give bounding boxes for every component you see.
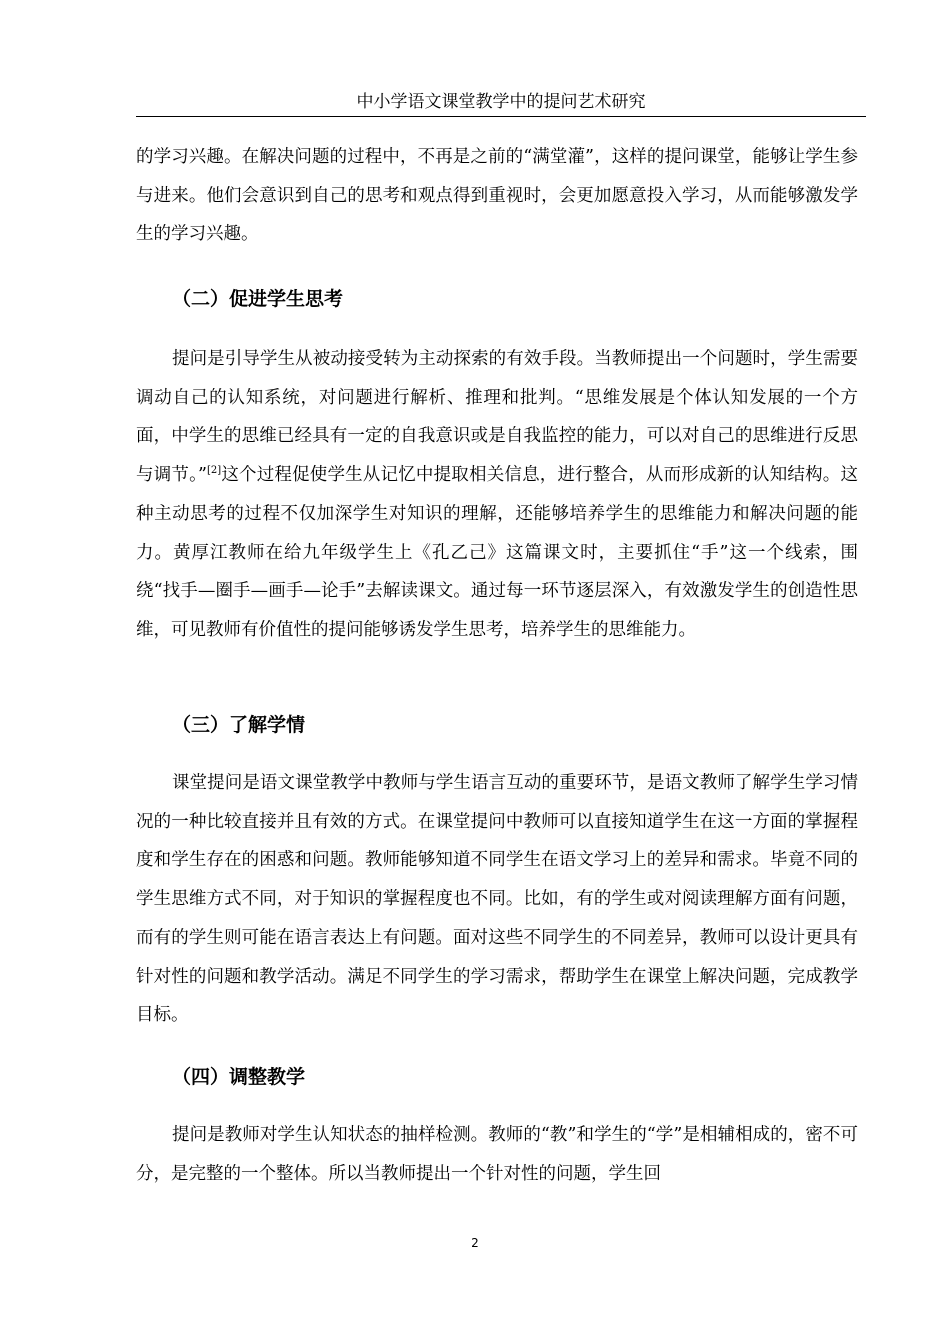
paragraph-thinking-text-2: 这个过程促使学生从记忆中提取相关信息，进行整合，从而形成新的认知结构。这种主动思考的过程不仅加深学生对知识的理解，还能够培养学生的思维能力和解决问题的能力。黄厚江教师在给九年级学生上《孔乙己》这篇课文时，主要抓住“手”这一个线索，围绕“找手—圈手—画手—论手”去解读课文。通过每一环节逐层深入，有效激发学生的创造性思维，可见教师有价值性的提问能够诱发学生思考，培养学生的思维能力。: [136, 465, 859, 640]
paragraph-thinking: [136, 340, 858, 650]
page-number: 2: [471, 1236, 479, 1250]
section-heading-4: （四）调整教学: [172, 1066, 306, 1088]
running-header: 中小学语文课堂教学中的提问艺术研究: [136, 88, 866, 117]
paragraph-continued: 的学习兴趣。在解决问题的过程中，不再是之前的“满堂灌”，这样的提问课堂，能够让学生参与进来。他们会意识到自己的思考和观点得到重视时，会更加愿意投入学习，从而能够激发学生的学习兴趣。: [136, 147, 858, 245]
paragraph-learning-status: 课堂提问是语文课堂教学中教师与学生语言互动的重要环节，是语文教师了解学生学习情况的一种比较直接并且有效的方式。在课堂提问中教师可以直接知道学生在这一方面的掌握程度和学生存在的困惑和问题。教师能够知道不同学生在语文学习上的差异和需求。毕竟不同的学生思维方式不同，对于知识的掌握程度也不同。比如，有的学生或对阅读理解方面有问题，而有的学生则可能在语言表达上有问题。面对这些不同学生的不同差异，教师可以设计更具有针对性的问题和教学活动。满足不同学生的学习需求，帮助学生在课堂上解决问题，完成教学目标。: [136, 773, 858, 1026]
citation-ref: [2]: [206, 465, 222, 477]
paragraph-adjust-teaching: 提问是教师对学生认知状态的抽样检测。教师的“教”和学生的“学”是相辅相成的，密不可分，是完整的一个整体。所以当教师提出一个针对性的问题，学生回: [136, 1125, 858, 1184]
paragraph-thinking-text-1: 提问是引导学生从被动接受转为主动探索的有效手段。当教师提出一个问题时，学生需要调动自己的认知系统，对问题进行解析、推理和批判。“思维发展是个体认知发展的一个方面，中学生的思维已经具有一定的自我意识或是自我监控的能力，可以对自己的思维进行反思与调节。”: [136, 349, 858, 486]
section-heading-3: （三）了解学情: [172, 714, 306, 736]
section-heading-2: （二）促进学生思考: [172, 288, 344, 310]
